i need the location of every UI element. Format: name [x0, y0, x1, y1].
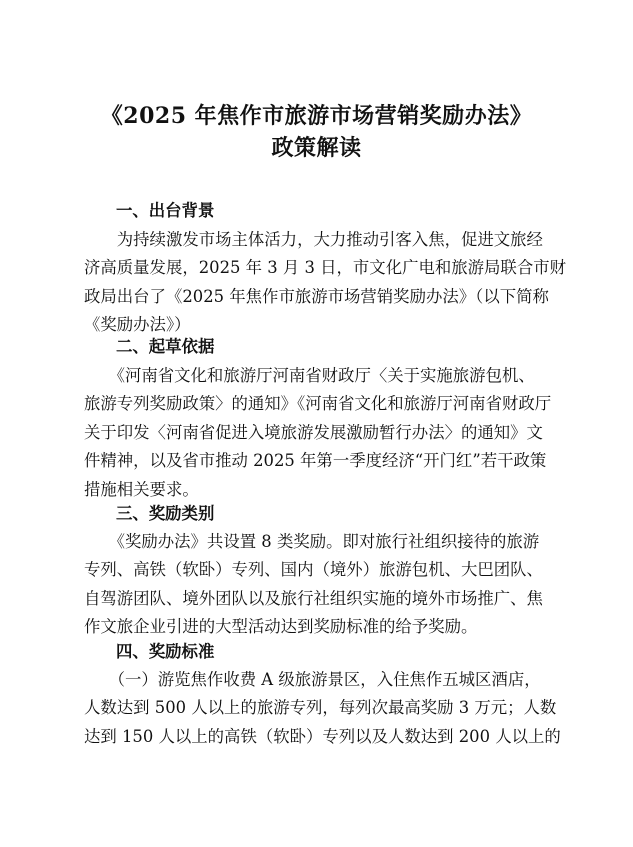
text-line: 济高质量发展，2025 年 3 月 3 日，市文化广电和旅游局联合市财: [84, 258, 566, 278]
section-body-background: [84, 226, 566, 340]
text-line: 人数达到 500 人以上的旅游专列，每列次最高奖励 3 万元；人数: [84, 698, 557, 718]
section-heading-categories: 三、奖励类别: [116, 504, 215, 523]
text-line: 政局出台了《2025 年焦作市旅游市场营销奖励办法》（以下简称: [84, 286, 549, 306]
text-line: 达到 150 人以上的高铁（软卧）专列以及人数达到 200 人以上的: [84, 726, 561, 746]
text-line: （一）游览焦作收费 A 级旅游景区，入住焦作五城区酒店，: [84, 670, 541, 689]
section-heading-standards: 四、奖励标准: [116, 642, 215, 661]
text-line: 《奖励办法》）: [84, 315, 191, 335]
document-title: 《2025 年焦作市旅游市场营销奖励办法》: [100, 103, 533, 129]
text-line: 作文旅企业引进的大型活动达到奖励标准的给予奖励。: [84, 617, 478, 637]
text-line: 关于印发〈河南省促进入境旅游发展激励暂行办法〉的通知》文: [84, 422, 543, 442]
section-body-basis: [84, 362, 556, 504]
section-heading-basis: 二、起草依据: [116, 337, 215, 356]
text-line: 件精神，以及省市推动 2025 年第一季度经济“开门红”若干政策: [84, 451, 547, 471]
text-line: 《河南省文化和旅游厅河南省财政厅〈关于实施旅游包机、: [84, 366, 535, 385]
section-body-standards: [84, 666, 561, 751]
text-line: 专列、高铁（软卧）专列、国内（境外）旅游包机、大巴团队、: [84, 560, 543, 580]
section-heading-background: 一、出台背景: [116, 201, 215, 220]
text-line: 为持续激发市场主体活力，大力推动引客入焦，促进文旅经: [84, 230, 543, 249]
text-line: 旅游专列奖励政策〉的通知》《河南省文化和旅游厅河南省财政厅: [84, 394, 552, 414]
document-subtitle: 政策解读: [271, 135, 362, 161]
text-line: 措施相关要求。: [84, 479, 199, 499]
section-body-categories: [84, 528, 556, 642]
text-line: 自驾游团队、境外团队以及旅行社组织实施的境外市场推广、焦: [84, 588, 543, 608]
text-line: 《奖励办法》共设置 8 类奖励。即对旅行社组织接待的旅游: [84, 532, 540, 551]
